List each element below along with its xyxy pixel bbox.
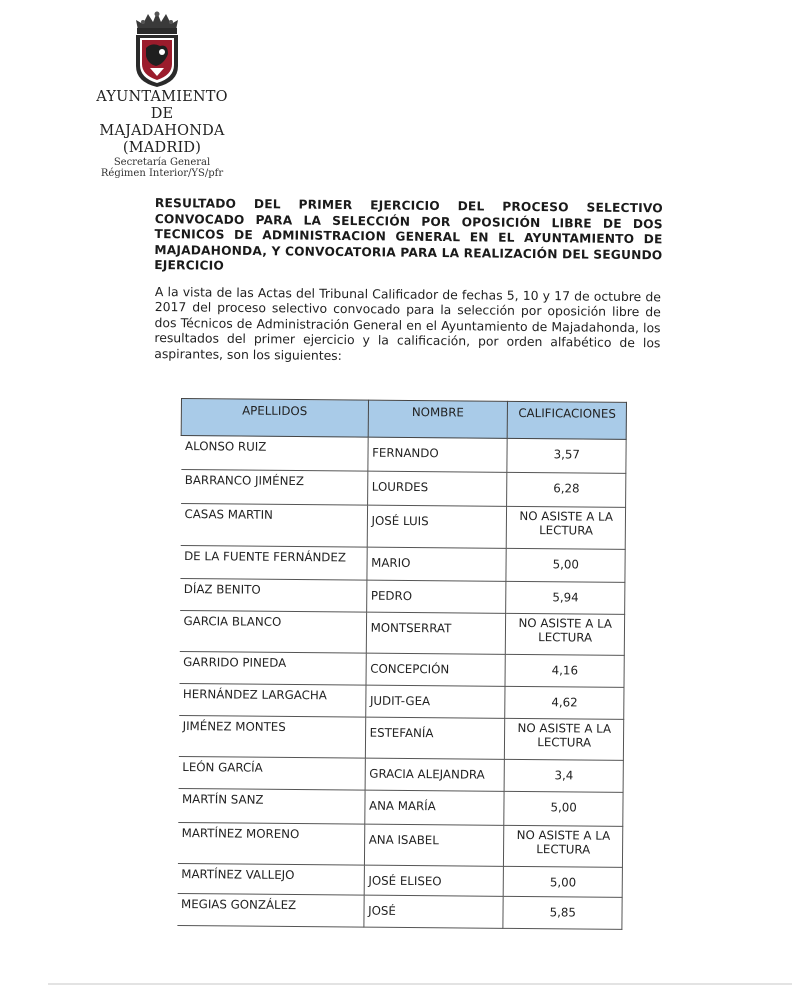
cell-calificacion: 5,00 — [504, 866, 623, 897]
scan-edge-divider — [48, 983, 792, 985]
cell-nombre: MONTSERRAT — [366, 612, 506, 654]
cell-calificacion: 5,85 — [503, 896, 622, 929]
table-row — [179, 651, 624, 687]
cell-calificacion: 4,62 — [505, 686, 624, 719]
cell-nombre: ESTEFANÍA — [365, 717, 505, 759]
cell-calificacion: NO ASISTE A LA LECTURA — [504, 825, 623, 867]
cell-nombre: ANA MARÍA — [364, 790, 504, 825]
cell-apellidos: GARCIA BLANCO — [179, 610, 366, 653]
cell-apellidos: MEGIAS GONZÁLEZ — [177, 893, 364, 927]
table-row — [179, 610, 624, 655]
cell-calificacion: 3,57 — [507, 438, 626, 473]
cell-calificacion: 6,28 — [507, 472, 626, 507]
cell-apellidos: ALONSO RUIZ — [181, 436, 368, 472]
cell-apellidos: JIMÉNEZ MONTES — [178, 715, 365, 758]
cell-apellidos: GARRIDO PINEDA — [179, 651, 366, 685]
column-header-apellidos: APELLIDOS — [181, 399, 368, 438]
cell-nombre: JUDIT-GEA — [365, 685, 505, 718]
table-row — [178, 715, 623, 760]
cell-nombre: LOURDES — [367, 471, 507, 506]
table-row — [181, 436, 626, 474]
column-header-calificaciones: CALIFICACIONES — [508, 401, 627, 439]
coat-of-arms-icon — [128, 8, 186, 88]
table-row — [177, 893, 622, 929]
org-name-line2: MAJADAHONDA — [99, 123, 225, 139]
cell-calificacion: 4,16 — [505, 654, 624, 687]
cell-calificacion: 5,00 — [504, 791, 623, 826]
table-row — [180, 504, 625, 550]
table-row — [180, 578, 625, 614]
cell-apellidos: LEÓN GARCÍA — [178, 756, 365, 790]
cell-apellidos: DÍAZ BENITO — [180, 578, 367, 612]
table-row — [180, 545, 625, 582]
cell-nombre: FERNANDO — [367, 437, 507, 472]
cell-calificacion: 5,00 — [506, 548, 625, 582]
organization-block — [86, 89, 238, 179]
cell-apellidos: DE LA FUENTE FERNÁNDEZ — [180, 545, 367, 580]
cell-nombre: PEDRO — [366, 580, 506, 613]
cell-calificacion: NO ASISTE A LA LECTURA — [506, 613, 625, 655]
org-name-line1: AYUNTAMIENTO DE — [96, 89, 228, 122]
intro-paragraph: A la vista de las Actas del Tribunal Calificador de fechas 5, 10 y 17 de octubre de 2017 del proceso selectivo convocado para la selección por oposición libre de dos Técnicos de Administración General en el Ayuntamiento de Majadahonda, los resultados del primer ejercicio y la calificación, por orden alfabético de los aspirantes, son los siguientes: — [154, 284, 661, 363]
cell-apellidos: HERNÁNDEZ LARGACHA — [179, 683, 366, 717]
cell-calificacion: NO ASISTE A LA LECTURA — [507, 506, 626, 549]
org-name-line3: (MADRID) — [122, 140, 202, 156]
table-row — [178, 756, 623, 792]
cell-apellidos: MARTÍN SANZ — [178, 788, 365, 824]
table-header-row — [181, 399, 626, 440]
cell-calificacion: NO ASISTE A LA LECTURA — [505, 718, 624, 760]
column-header-nombre: NOMBRE — [368, 400, 508, 438]
reference-label: Régimen Interior/YS/pfr — [100, 168, 224, 179]
cell-apellidos: MARTÍNEZ VALLEJO — [177, 863, 364, 895]
cell-calificacion: 3,4 — [505, 759, 624, 792]
cell-nombre: CONCEPCIÓN — [366, 653, 506, 686]
cell-apellidos: MARTÍNEZ MORENO — [177, 822, 364, 865]
table-row — [177, 822, 622, 867]
table-row — [179, 683, 624, 719]
table-row — [178, 788, 623, 826]
table-row — [177, 863, 622, 897]
department-label: Secretaría General — [113, 157, 211, 168]
cell-nombre: ANA ISABEL — [364, 824, 504, 866]
cell-apellidos: BARRANCO JIMÉNEZ — [181, 470, 368, 506]
cell-nombre: JOSÉ ELISEO — [364, 865, 504, 896]
cell-calificacion: 5,94 — [506, 581, 625, 614]
cell-nombre: JOSÉ — [363, 895, 503, 928]
table-row — [181, 470, 626, 508]
cell-nombre: GRACIA ALEJANDRA — [365, 758, 505, 791]
cell-nombre: JOSÉ LUIS — [367, 505, 507, 548]
cell-apellidos: CASAS MARTIN — [180, 504, 367, 548]
cell-nombre: MARIO — [367, 547, 507, 581]
results-table — [176, 398, 627, 930]
document-title: RESULTADO DEL PRIMER EJERCICIO DEL PROCESO SELECTIVO CONVOCADO PARA LA SELECCIÓN POR OPOSICIÓN LIBRE DE DOS TECNICOS DE ADMINISTRACION GENERAL EN EL AYUNTAMIENTO DE MAJADAHONDA, Y CONVOCATORIA PARA LA REALIZACIÓN DEL SEGUNDO EJERCICIO — [154, 196, 663, 274]
